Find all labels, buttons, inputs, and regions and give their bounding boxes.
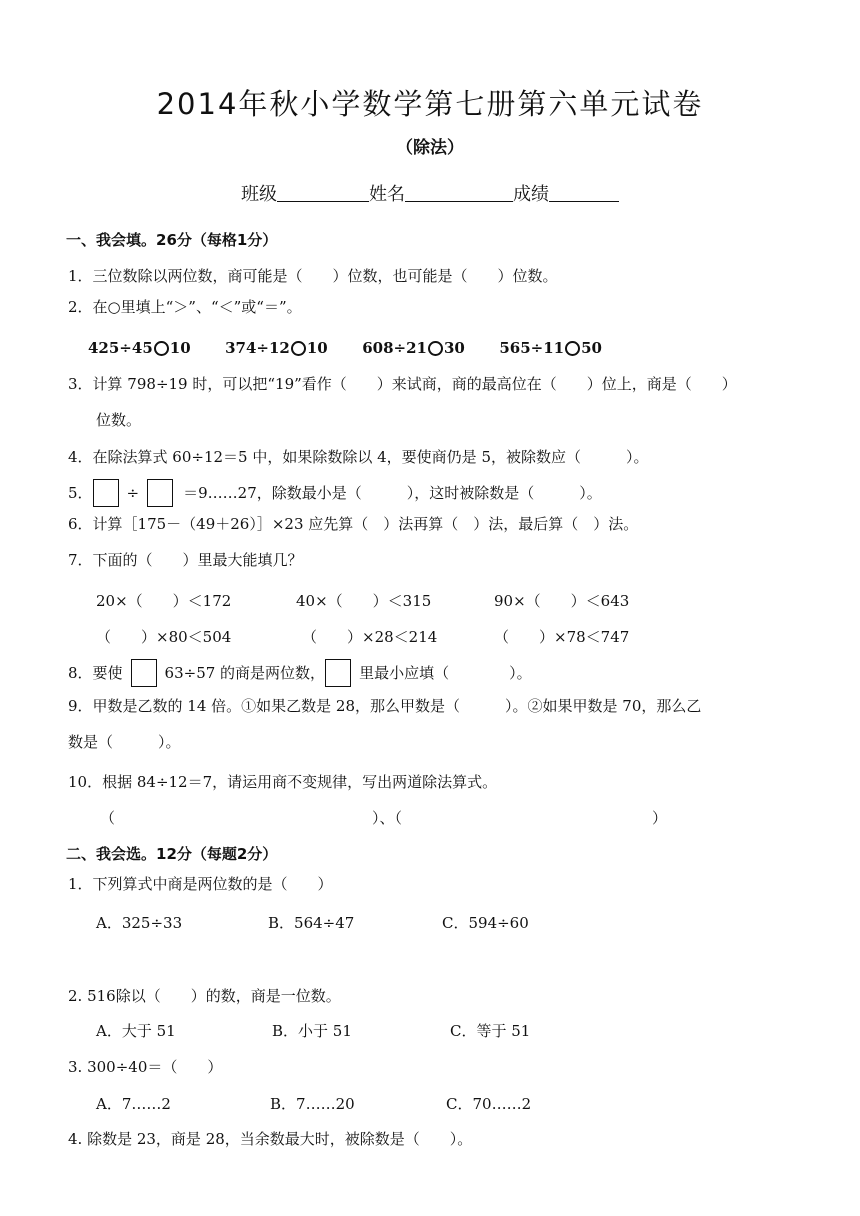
name-blank[interactable] <box>405 183 513 202</box>
s2-q1-option-b[interactable]: B．564÷47 <box>268 914 355 932</box>
s1-question-10: 10．根据 84÷12＝7，请运用商不变规律，写出两道除法算式。 <box>68 773 498 791</box>
s1-q2-comparisons <box>88 338 602 358</box>
s1-question-4: 4．在除法算式 60÷12＝5 中，如果除数除以 4，要使商仍是 5，被除数应（ ）。 <box>68 448 649 466</box>
name-label: 姓名 <box>369 184 405 205</box>
compare-item: 425÷45 10 <box>88 339 191 357</box>
s1-question-8: 8．要使 63÷57 的商是两位数， 里最小应填（ ）。 <box>68 659 532 687</box>
s1-question-7: 7．下面的（ ）里最大能填几？ <box>68 551 303 569</box>
s2-question-1: 1．下列算式中商是两位数的是（ ） <box>68 875 333 893</box>
compare-item: 374÷12 10 <box>225 339 328 357</box>
score-label: 成绩 <box>513 184 549 205</box>
s1-q7-item: 20×（ ）＜172 <box>96 592 232 610</box>
exam-title: 2014年秋小学数学第七册第六单元试卷 <box>156 87 704 121</box>
s2-q1-option-c[interactable]: C．594÷60 <box>442 914 529 932</box>
s1-question-3-line1: 3．计算 798÷19 时，可以把“19”看作（ ）来试商，商的最高位在（ ）位上，商是（ ） <box>68 375 737 393</box>
digit-box[interactable] <box>131 659 157 687</box>
section1-heading: 一、我会填。26分（每格1分） <box>66 231 278 249</box>
section2-heading: 二、我会选。12分（每题2分） <box>66 845 278 863</box>
s1-question-9-line2: 数是（ ）。 <box>68 733 181 751</box>
exam-subtitle: （除法） <box>396 138 464 158</box>
class-blank[interactable] <box>277 183 369 202</box>
s2-q2-option-a[interactable]: A．大于 51 <box>96 1022 176 1040</box>
score-blank[interactable] <box>549 183 619 202</box>
s2-q3-option-b[interactable]: B．7……20 <box>270 1095 355 1113</box>
s2-q3-option-a[interactable]: A．7……2 <box>96 1095 171 1113</box>
s1-q7-item: 40×（ ）＜315 <box>296 592 432 610</box>
s1-q10-answer-open: （ <box>100 809 116 827</box>
class-label: 班级 <box>241 184 277 205</box>
s1-q7-item: 90×（ ）＜643 <box>494 592 630 610</box>
compare-circle[interactable] <box>154 341 169 356</box>
dividend-box[interactable] <box>93 479 119 507</box>
s2-question-4: 4. 除数是 23，商是 28，当余数最大时，被除数是（ ）。 <box>68 1130 473 1148</box>
s2-q3-option-c[interactable]: C．70……2 <box>446 1095 532 1113</box>
compare-circle[interactable] <box>291 341 306 356</box>
s2-q2-option-b[interactable]: B．小于 51 <box>272 1022 352 1040</box>
s1-q7-item: （ ）×28＜214 <box>302 628 438 646</box>
s1-q7-item: （ ）×80＜504 <box>96 628 232 646</box>
s1-question-2: 2．在○里填上“＞”、“＜”或“＝”。 <box>68 298 302 316</box>
s1-question-3-line2: 位数。 <box>96 411 142 429</box>
s1-question-5: 5． ÷ ＝9……27，除数最小是（ ），这时被除数是（ ）。 <box>68 479 602 507</box>
s2-q2-option-c[interactable]: C．等于 51 <box>450 1022 531 1040</box>
s2-question-3: 3. 300÷40＝（ ） <box>68 1058 223 1076</box>
compare-circle[interactable] <box>428 341 443 356</box>
s1-q10-answer-close: ） <box>652 809 668 827</box>
student-info-line <box>0 182 860 208</box>
compare-item: 608÷21 30 <box>362 339 465 357</box>
divisor-box[interactable] <box>147 479 173 507</box>
s1-question-6: 6．计算［175－（49＋26）］×23 应先算（ ）法再算（ ）法，最后算（ ）法。 <box>68 515 639 533</box>
compare-circle[interactable] <box>565 341 580 356</box>
s2-question-2: 2. 516除以（ ）的数，商是一位数。 <box>68 987 341 1005</box>
s1-q7-item: （ ）×78＜747 <box>494 628 630 646</box>
s2-q1-option-a[interactable]: A．325÷33 <box>96 914 183 932</box>
compare-item: 565÷11 50 <box>499 339 602 357</box>
s1-q10-answer-mid: ）、（ <box>372 809 403 827</box>
digit-box[interactable] <box>325 659 351 687</box>
s1-question-9-line1: 9．甲数是乙数的 14 倍。①如果乙数是 28，那么甲数是（ ）。②如果甲数是 70，那么乙 <box>68 697 702 715</box>
s1-question-1: 1．三位数除以两位数，商可能是（ ）位数，也可能是（ ）位数。 <box>68 267 558 285</box>
